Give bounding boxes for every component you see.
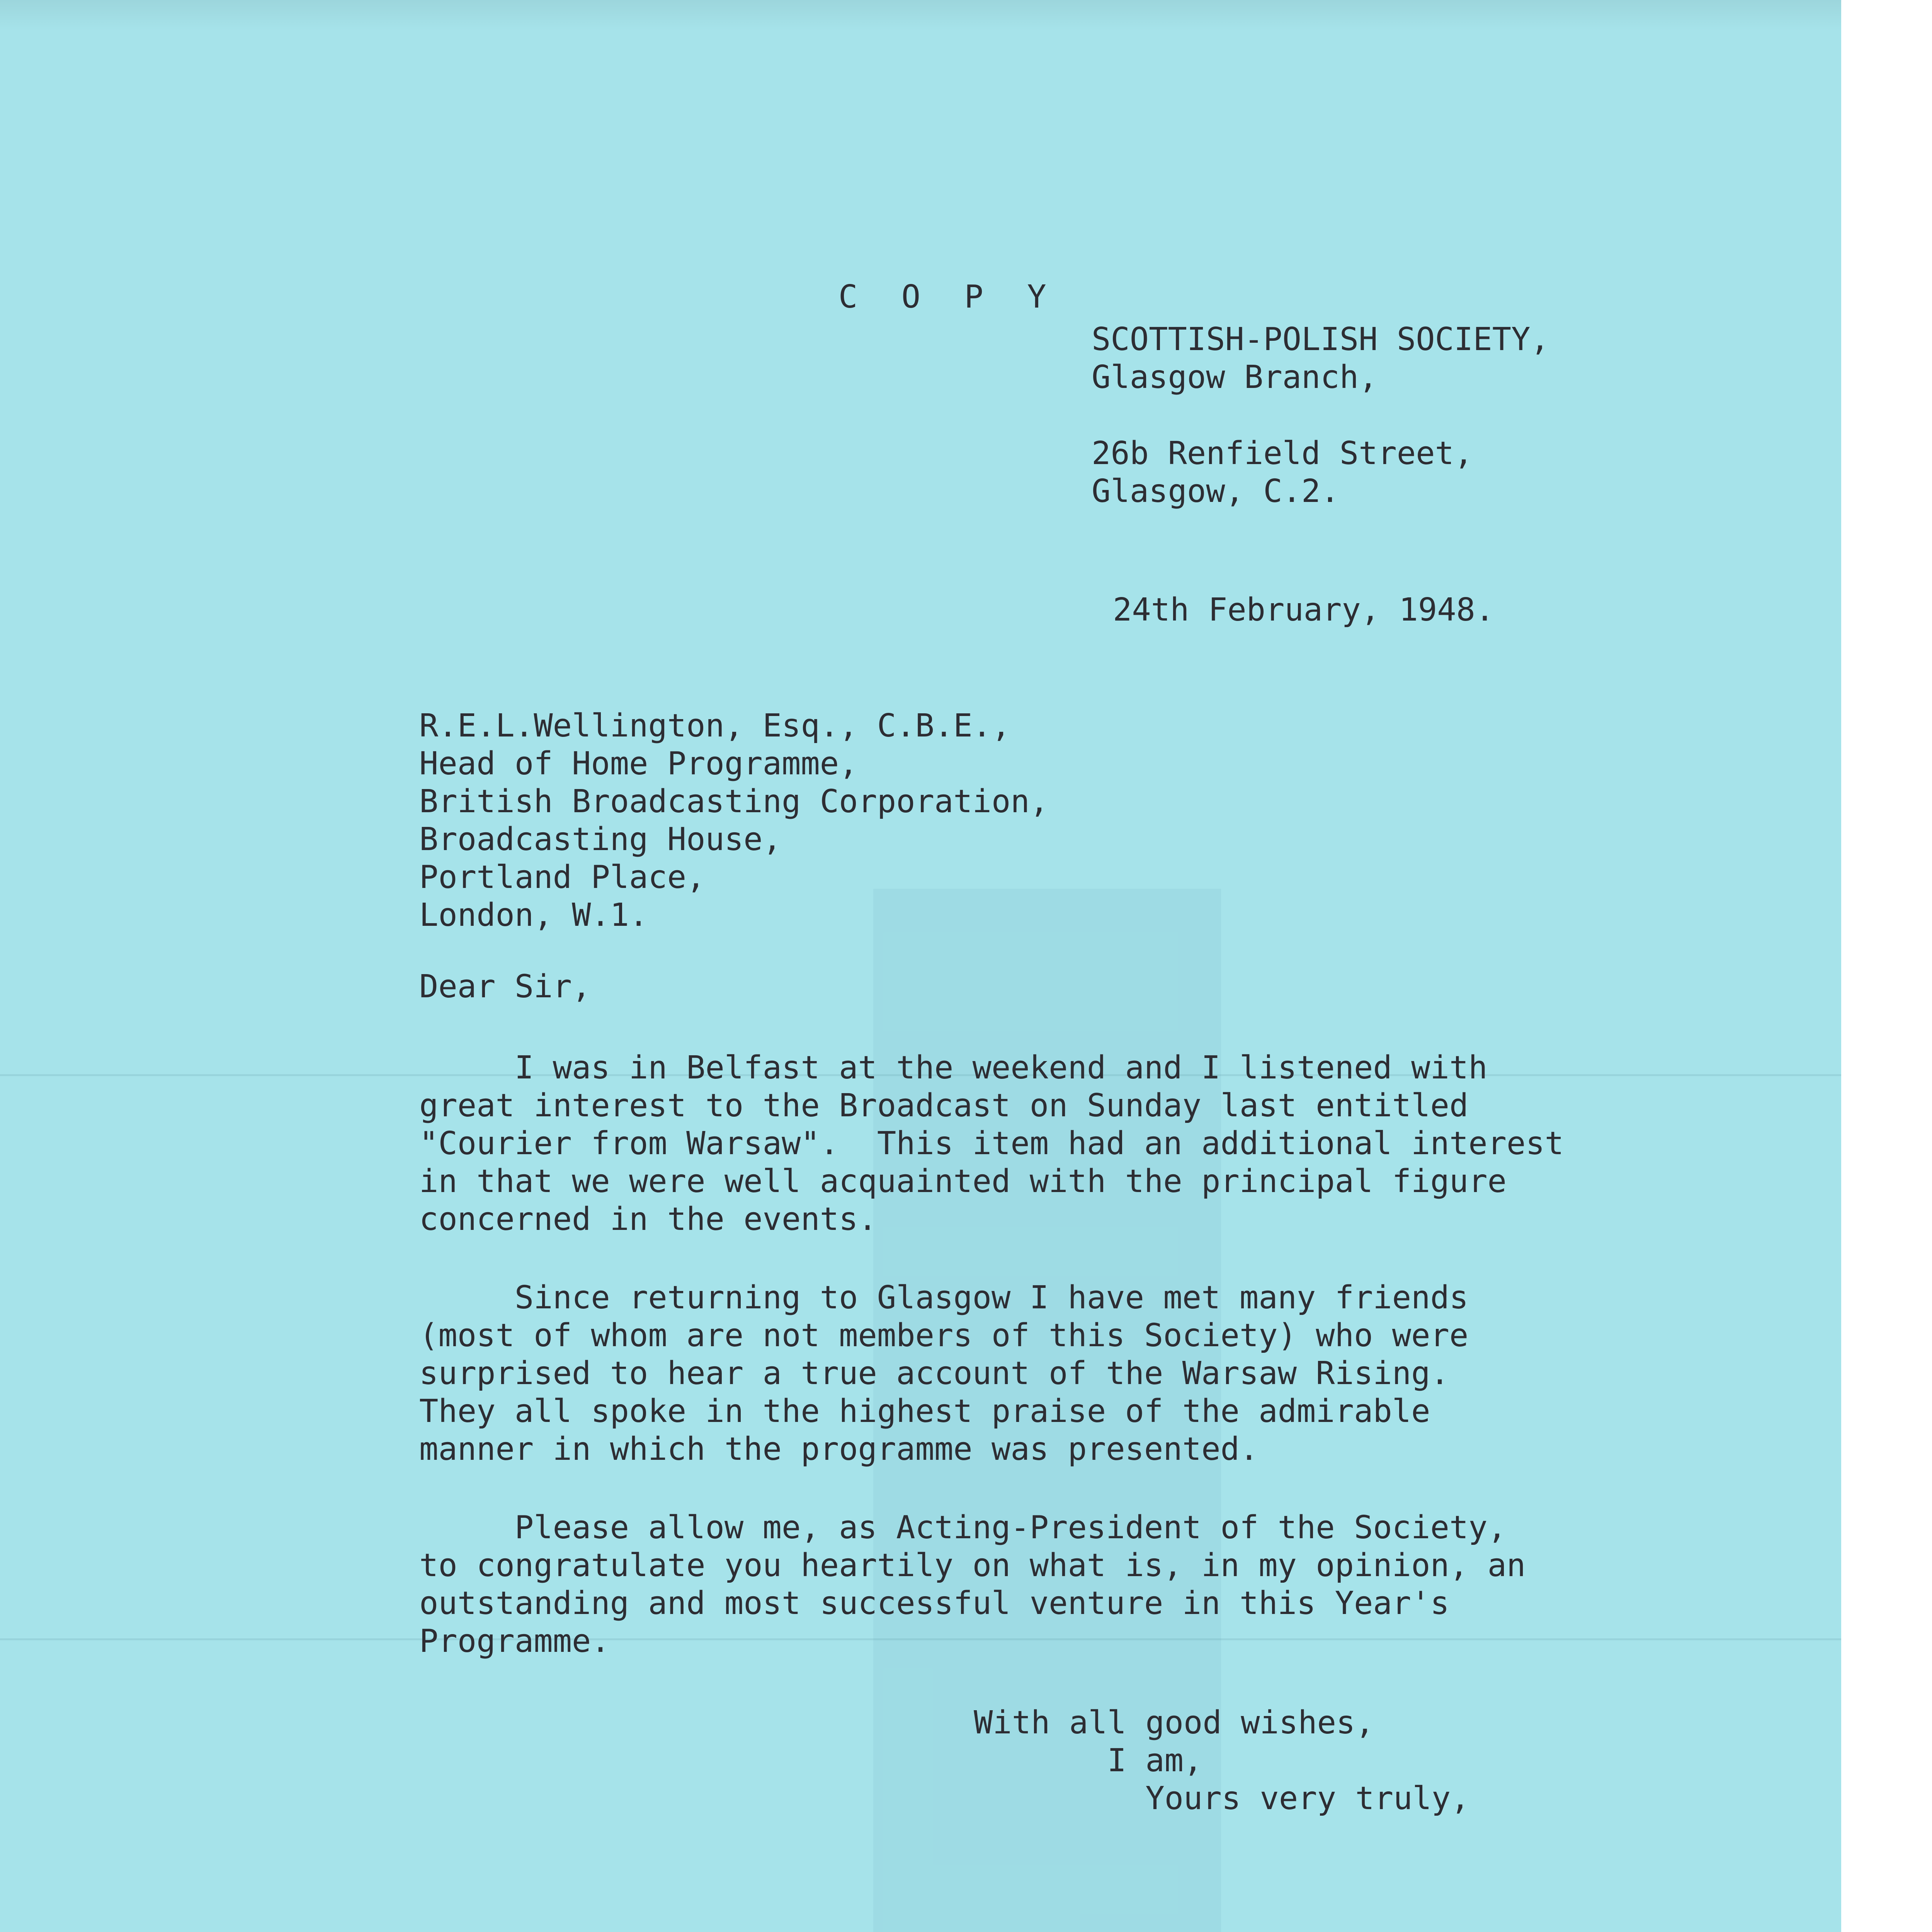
closing-line: With all good wishes, (974, 1704, 1374, 1741)
paragraph-line: concerned in the events. (419, 1201, 877, 1238)
closing-line: Yours very truly, (974, 1780, 1470, 1817)
paragraph-line: (most of whom are not members of this Society) who were (419, 1317, 1469, 1354)
paragraph-line: manner in which the programme was presented. (419, 1431, 1259, 1468)
recipient-line: British Broadcasting Corporation, (419, 783, 1049, 820)
recipient-line: London, W.1. (419, 897, 648, 934)
address-line: 26b Renfield Street, (1092, 435, 1473, 472)
body-paragraph-3 (419, 1509, 1526, 1660)
society-branch-line: Glasgow Branch, (1092, 359, 1378, 396)
paragraph-line: outstanding and most successful venture in this Year's (419, 1585, 1449, 1622)
society-name-line: SCOTTISH-POLISH SOCIETY, (1092, 321, 1549, 358)
body-paragraph-2 (419, 1279, 1468, 1468)
paragraph-line: to congratulate you heartily on what is, in my opinion, an (419, 1547, 1526, 1584)
paragraph-line: great interest to the Broadcast on Sunday last entitled (419, 1087, 1469, 1124)
paragraph-line: They all spoke in the highest praise of the admirable (419, 1393, 1430, 1430)
closing-line: I am, (974, 1742, 1203, 1779)
paragraph-line: Since returning to Glasgow I have met many friends (419, 1279, 1469, 1316)
paragraph-line: I was in Belfast at the weekend and I listened with (419, 1049, 1488, 1086)
paragraph-line: surprised to hear a true account of the Warsaw Rising. (419, 1355, 1449, 1392)
society-letterhead (1092, 321, 1549, 396)
paragraph-line: "Courier from Warsaw". This item had an additional interest (419, 1125, 1564, 1162)
paragraph-line: Programme. (419, 1623, 610, 1660)
body-paragraph-1 (419, 1049, 1564, 1238)
copy-mark: C O P Y (838, 279, 1059, 315)
salutation: Dear Sir, (419, 968, 591, 1005)
recipient-line: Head of Home Programme, (419, 745, 858, 782)
recipient-address-block (419, 707, 1049, 934)
paragraph-line: in that we were well acquainted with the principal figure (419, 1163, 1507, 1200)
letter-date: 24th February, 1948. (1113, 592, 1495, 628)
closing-block (974, 1704, 1470, 1818)
recipient-line: R.E.L.Wellington, Esq., C.B.E., (419, 707, 1011, 744)
paragraph-line: Please allow me, as Acting-President of the Society, (419, 1509, 1507, 1546)
recipient-line: Broadcasting House, (419, 821, 782, 858)
sender-address (1092, 435, 1473, 510)
recipient-line: Portland Place, (419, 859, 706, 896)
address-line: Glasgow, C.2. (1092, 473, 1340, 510)
